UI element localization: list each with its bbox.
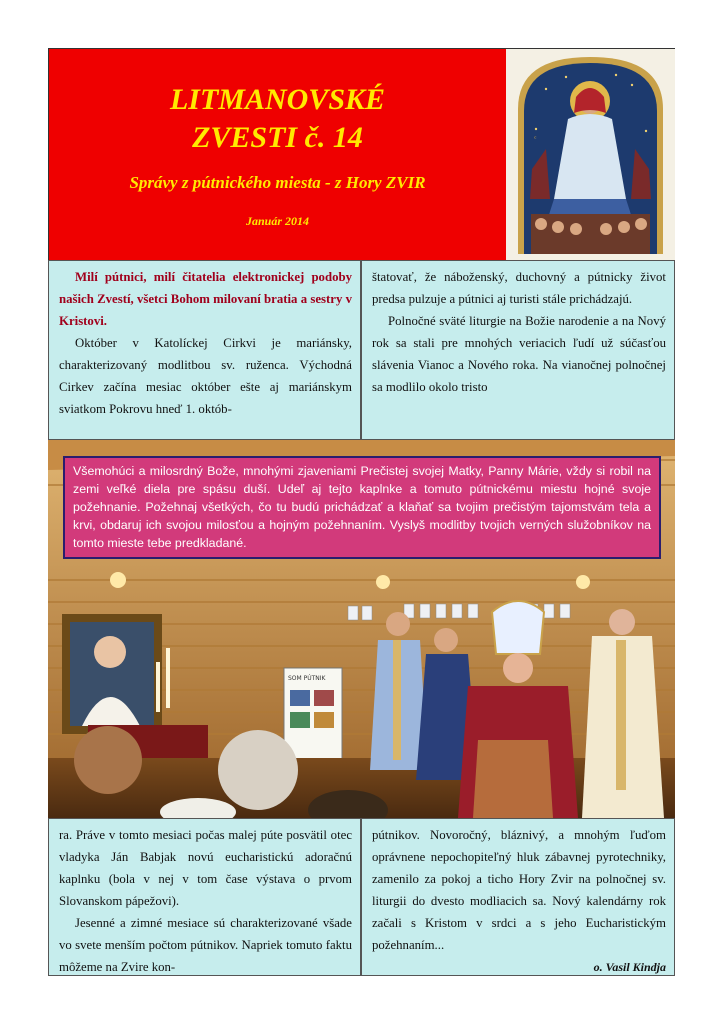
title-line-2: ZVESTI č. 14 bbox=[192, 121, 363, 154]
issue-date: Január 2014 bbox=[245, 214, 310, 228]
svg-text:ᶜ: ᶜ bbox=[534, 135, 537, 143]
article-column-top-right bbox=[361, 260, 675, 440]
masthead bbox=[49, 49, 506, 260]
prayer-box: Všemohúci a milosrdný Bože, mnohými zjaveniami Prečistej svojej Matky, Panny Márie, vždy si robil na zemi veľké diela pre spásu duší. Udeľ aj tejto kaplnke a tomuto pútnickému miestu hojné svoje požehnanie. Požehnaj všetkých, čo tu budú prichádzať a klaňať sa tvojim prečistým tajomstvám tela a krvi, obdaruj ich svojou milosťou a hojným požehnaním. Vyslyš modlitby tvojich verných služobníkov na tomto mieste tebe predkladané. bbox=[63, 456, 661, 559]
article-paragraph: ra. Práve v tomto mesiaci počas malej púte posvätil otec vladyka Ján Babjak novú eucharistickú adoračnú kaplnku (bola v nej v tom čase výstava o prvom Slovanskom pápežovi). bbox=[59, 828, 352, 908]
marian-icon-image bbox=[506, 49, 675, 260]
article-paragraph: Október v Katolíckej Cirkvi je mariánsky, charakterizovaný modlitbou sv. ruženca. Východná Cirkev začína mesiac október ešte aj mariánskym sviatkom Pokrovu hneď 1. októb- bbox=[59, 336, 352, 416]
article-column-bottom-right bbox=[361, 818, 675, 976]
subtitle: Správy z pútnického miesta - z Hory ZVIR bbox=[129, 173, 426, 192]
greeting-lead: Milí pútnici, milí čitatelia elektronickej podoby našich Zvestí, všetci Bohom milovaní bratia a sestry v Kristovi. bbox=[59, 270, 352, 328]
article-paragraph: štatovať, že náboženský, duchovný a pútnicky život predsa pulzuje a pútnici aj turisti stále prichádzajú. bbox=[372, 270, 666, 306]
article-paragraph: Jesenné a zimné mesiace sú charakterizované všade vo svete menším počtom pútnikov. Napriek tomuto faktu môžeme na Zvire kon- bbox=[59, 916, 352, 974]
article-column-bottom-left bbox=[48, 818, 361, 976]
author-signature: o. Vasil Kindja bbox=[593, 960, 666, 974]
article-column-top-left bbox=[48, 260, 361, 440]
poster-label: SOM PÚTNIK bbox=[288, 675, 326, 682]
title-line-1: LITMANOVSKÉ bbox=[169, 83, 386, 116]
article-paragraph: pútnikov. Novoročný, bláznivý, a mnohým ľuďom oprávnene nepochopiteľný hluk zábavnej pyrotechniky, zamenilo za pokoj a ticho Hory Zvir na polnočnej sv. liturgii do dvesto modliacich sa. Nový kalendárny rok začali s Kristom v srdci a s jeho Eucharistickým požehnaním... bbox=[372, 828, 666, 952]
article-paragraph: Polnočné sväté liturgie na Božie narodenie a na Nový rok sa stali pre mnohých veriacich ľudí už súčasťou slávenia Vianoc a Nového roka. Na vianočnej polnočnej sa modlilo okolo tristo bbox=[372, 314, 666, 394]
